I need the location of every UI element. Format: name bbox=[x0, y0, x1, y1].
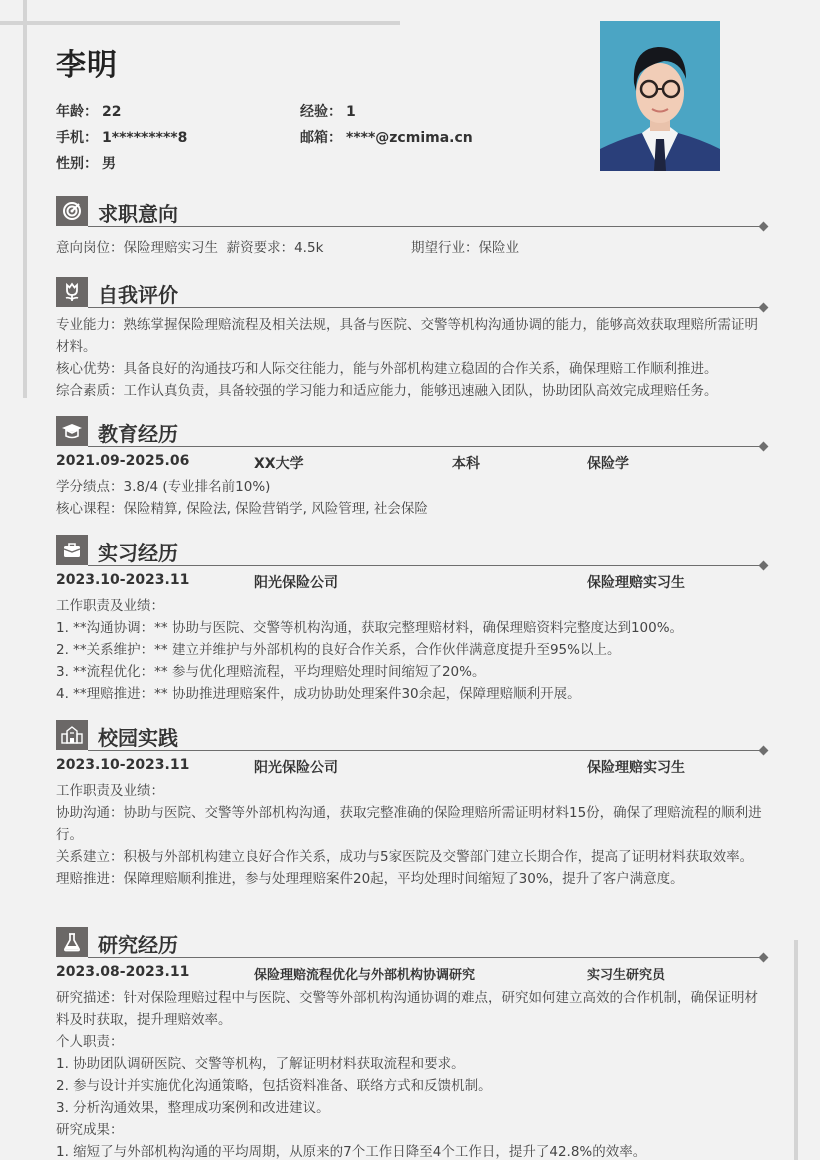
briefcase-icon bbox=[56, 535, 88, 565]
campus-building-icon bbox=[56, 720, 88, 750]
target-icon bbox=[56, 196, 88, 226]
industry-field bbox=[411, 237, 519, 259]
section-title: 实习经历 bbox=[98, 541, 178, 565]
flask-icon bbox=[56, 927, 88, 957]
email-field bbox=[300, 127, 473, 147]
education-major: 保险学 bbox=[587, 456, 629, 472]
section-title: 研究经历 bbox=[98, 933, 178, 957]
research-line: 1. 缩短了与外部机构沟通的平均周期，从原来的7个工作日降至4个工作日，提升了42.8%的效率。 bbox=[56, 1144, 647, 1160]
experience-field bbox=[300, 101, 356, 121]
campus-line: 理赔推进：保障理赔顺利推进，参与处理理赔案件20起，平均处理时间缩短了30%，提升了客户满意度。 bbox=[56, 871, 684, 887]
self-eval-line: 综合素质：工作认真负责，具备较强的学习能力和适应能力，能够迅速融入团队，协助团队高效完成理赔任务。 bbox=[56, 383, 718, 399]
section-rule bbox=[88, 565, 764, 567]
rule-end-diamond bbox=[759, 303, 769, 313]
experience-label: 经验： bbox=[300, 104, 342, 120]
research-role: 实习生研究员 bbox=[587, 968, 666, 983]
section-title: 校园实践 bbox=[98, 726, 178, 750]
self-eval-line: 专业能力：熟练掌握保险理赔流程及相关法规，具备与医院、交警等机构沟通协调的能力，能够高效获取理赔所需证明材料。 bbox=[56, 317, 758, 355]
salary-label: 薪资要求： bbox=[226, 240, 295, 256]
email-label: 邮箱： bbox=[300, 130, 342, 146]
age-value: 22 bbox=[102, 104, 122, 120]
decorative-top-bar bbox=[0, 21, 400, 25]
internship-role: 保险理赔实习生 bbox=[587, 575, 685, 591]
campus-row bbox=[56, 757, 768, 779]
decorative-left-bar bbox=[23, 0, 27, 398]
industry-label: 期望行业： bbox=[411, 240, 479, 256]
age-field bbox=[56, 101, 121, 121]
section-job-intent bbox=[56, 196, 764, 226]
candidate-name: 李明 bbox=[56, 48, 118, 83]
campus-details bbox=[56, 780, 768, 890]
education-line: 学分绩点：3.8/4 (专业排名前10%) bbox=[56, 479, 271, 495]
gender-field bbox=[56, 153, 116, 173]
email-value: ****@zcmima.cn bbox=[346, 130, 473, 146]
internship-line: 工作职责及业绩： bbox=[56, 598, 164, 614]
campus-line: 关系建立：积极与外部机构建立良好合作关系，成功与5家医院及交警部门建立长期合作，提高了证明材料获取效率。 bbox=[56, 849, 754, 865]
education-row bbox=[56, 453, 768, 475]
section-rule bbox=[88, 446, 764, 448]
research-line: 个人职责： bbox=[56, 1034, 124, 1050]
education-line: 核心课程：保险精算, 保险法, 保险营销学, 风险管理, 社会保险 bbox=[56, 501, 428, 517]
section-title: 教育经历 bbox=[98, 422, 178, 446]
research-line: 2. 参与设计并实施优化沟通策略，包括资料准备、联络方式和反馈机制。 bbox=[56, 1078, 492, 1094]
decorative-right-bar bbox=[794, 940, 798, 1160]
internship-line: 1. **沟通协调：** 协助与医院、交警等机构沟通，获取完整理赔材料，确保理赔资料完整度达到100%。 bbox=[56, 620, 684, 636]
section-internship bbox=[56, 535, 764, 565]
internship-company: 阳光保险公司 bbox=[254, 575, 338, 591]
section-self-evaluation bbox=[56, 277, 764, 307]
phone-value: 1*********8 bbox=[102, 130, 188, 146]
graduation-cap-icon bbox=[56, 416, 88, 446]
rule-end-diamond bbox=[759, 442, 769, 452]
profile-photo bbox=[600, 21, 720, 171]
internship-row bbox=[56, 572, 768, 594]
phone-field bbox=[56, 127, 187, 147]
salary-value: 4.5k bbox=[294, 240, 324, 256]
position-label: 意向岗位： bbox=[56, 240, 124, 256]
campus-line: 协助沟通：协助与医院、交警等外部机构沟通，获取完整准确的保险理赔所需证明材料15份，确保了理赔流程的顺利进行。 bbox=[56, 805, 762, 843]
campus-line: 工作职责及业绩： bbox=[56, 783, 164, 799]
experience-value: 1 bbox=[346, 104, 356, 120]
section-campus-practice bbox=[56, 720, 764, 750]
internship-details bbox=[56, 595, 768, 705]
industry-value: 保险业 bbox=[478, 240, 519, 256]
education-school: XX大学 bbox=[254, 456, 304, 472]
rule-end-diamond bbox=[759, 746, 769, 756]
campus-role: 保险理赔实习生 bbox=[587, 760, 685, 776]
flower-icon bbox=[56, 277, 88, 307]
research-details bbox=[56, 987, 768, 1160]
section-education bbox=[56, 416, 764, 446]
internship-period: 2023.10-2023.11 bbox=[56, 572, 190, 588]
research-line: 研究成果： bbox=[56, 1122, 124, 1138]
self-evaluation-text bbox=[56, 314, 768, 402]
rule-end-diamond bbox=[759, 561, 769, 571]
gender-value: 男 bbox=[102, 156, 116, 172]
section-rule bbox=[88, 750, 764, 752]
section-title: 自我评价 bbox=[98, 283, 178, 307]
campus-period: 2023.10-2023.11 bbox=[56, 757, 190, 773]
rule-end-diamond bbox=[759, 222, 769, 232]
rule-end-diamond bbox=[759, 953, 769, 963]
education-details bbox=[56, 476, 768, 520]
section-rule bbox=[88, 307, 764, 309]
section-rule bbox=[88, 957, 764, 959]
age-label: 年龄： bbox=[56, 104, 98, 120]
internship-line: 4. **理赔推进：** 协助推进理赔案件，成功协助处理案件30余起，保障理赔顺利开展。 bbox=[56, 686, 581, 702]
internship-line: 2. **关系维护：** 建立并维护与外部机构的良好合作关系，合作伙伴满意度提升至95%以上。 bbox=[56, 642, 621, 658]
section-rule bbox=[88, 226, 764, 228]
research-period: 2023.08-2023.11 bbox=[56, 964, 190, 980]
self-eval-line: 核心优势：具备良好的沟通技巧和人际交往能力，能与外部机构建立稳固的合作关系，确保理赔工作顺利推进。 bbox=[56, 361, 718, 377]
research-row bbox=[56, 964, 768, 986]
job-intent-details bbox=[56, 237, 768, 259]
research-project: 保险理赔流程优化与外部机构协调研究 bbox=[254, 968, 476, 983]
internship-line: 3. **流程优化：** 参与优化理赔流程，平均理赔处理时间缩短了20%。 bbox=[56, 664, 486, 680]
education-period: 2021.09-2025.06 bbox=[56, 453, 190, 469]
section-title: 求职意向 bbox=[98, 202, 178, 226]
position-value: 保险理赔实习生 bbox=[123, 240, 218, 256]
research-line: 1. 协助团队调研医院、交警等机构，了解证明材料获取流程和要求。 bbox=[56, 1056, 465, 1072]
education-degree: 本科 bbox=[452, 456, 480, 472]
phone-label: 手机： bbox=[56, 130, 98, 146]
gender-label: 性别： bbox=[56, 156, 98, 172]
research-line: 3. 分析沟通效果，整理成功案例和改进建议。 bbox=[56, 1100, 330, 1116]
section-research bbox=[56, 927, 764, 957]
research-line: 研究描述：针对保险理赔过程中与医院、交警等外部机构沟通协调的难点，研究如何建立高效的合作机制，确保证明材料及时获取，提升理赔效率。 bbox=[56, 990, 758, 1028]
campus-company: 阳光保险公司 bbox=[254, 760, 338, 776]
